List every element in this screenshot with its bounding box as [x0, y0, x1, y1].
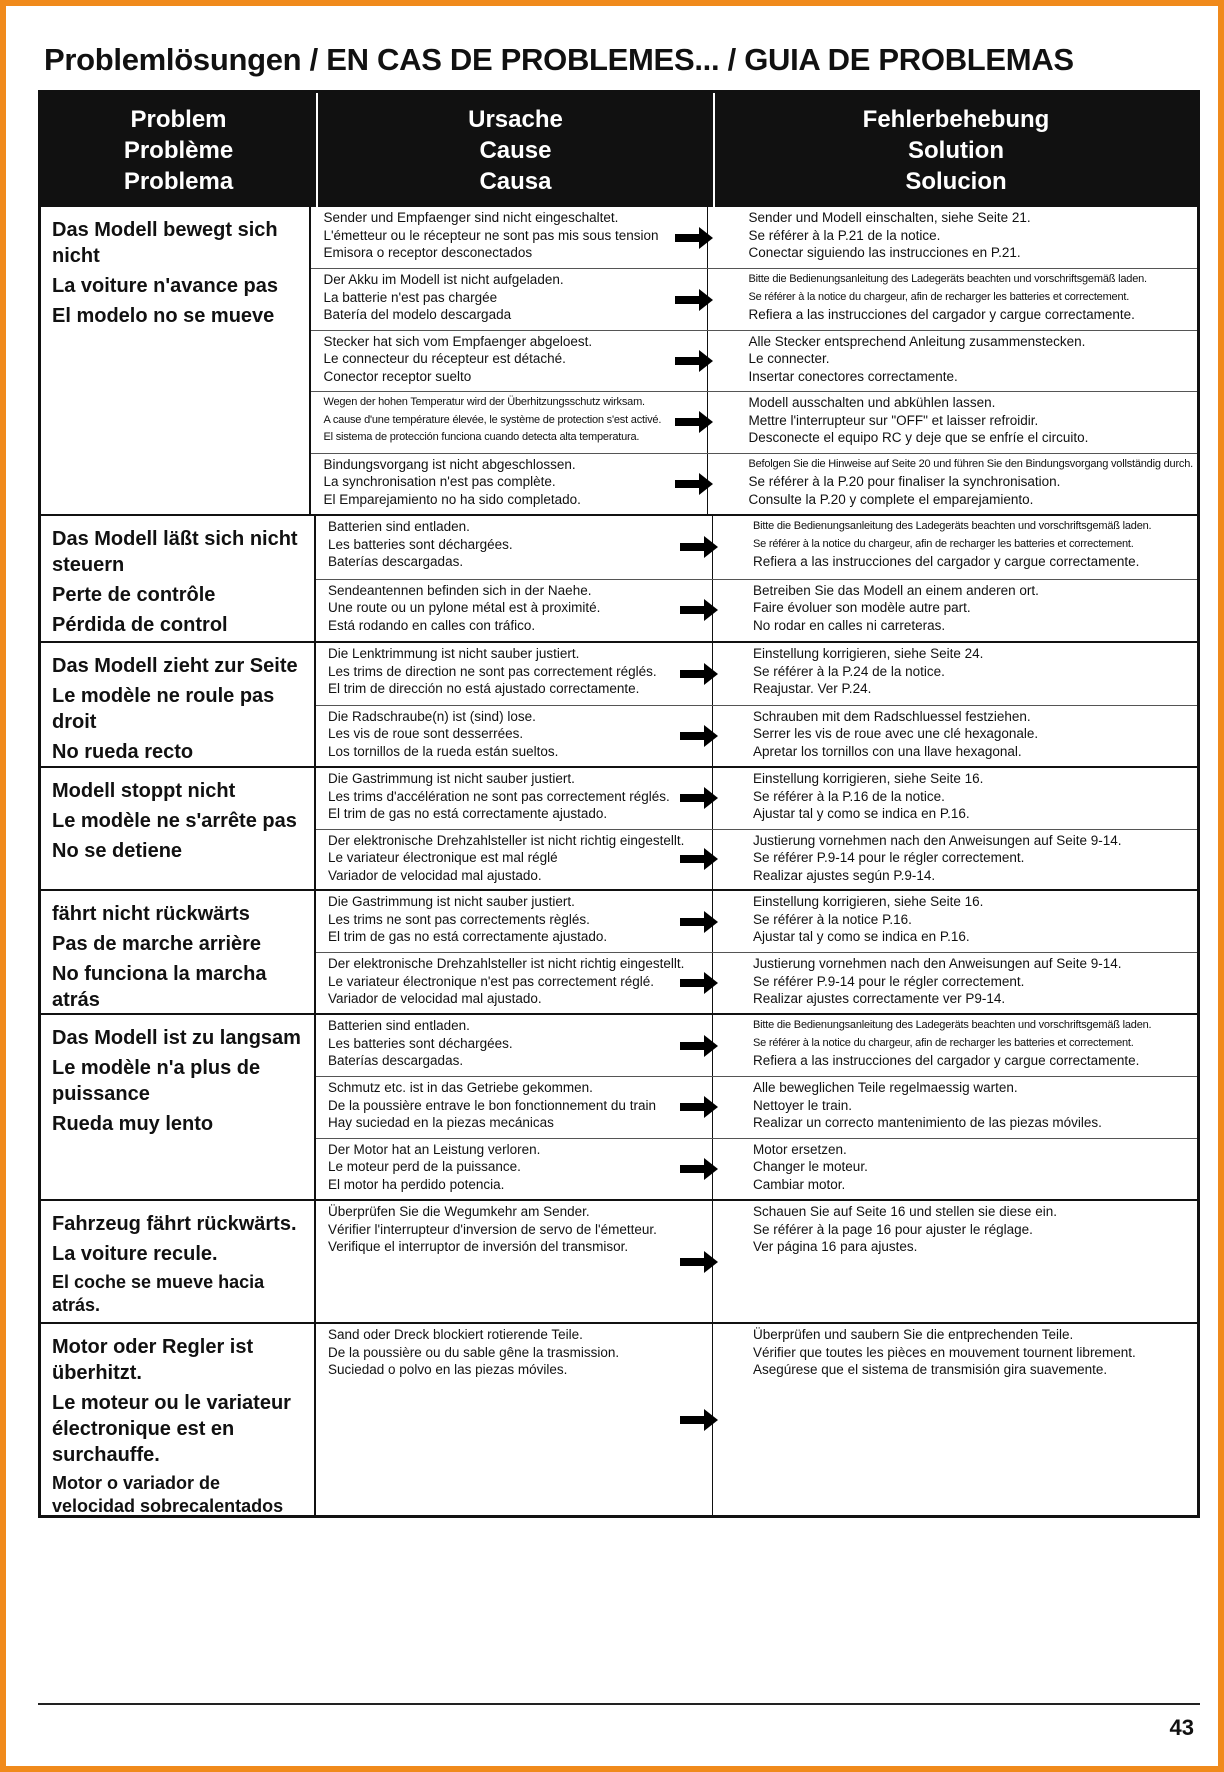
- header-cause: [318, 93, 715, 207]
- solution-text: Realizar un correcto mantenimiento de las piezas móviles.: [753, 1115, 1102, 1131]
- arrow-right-icon: [680, 1096, 718, 1118]
- solution-text: Faire évoluer son modèle autre part.: [753, 600, 971, 615]
- solution-cell: [713, 1201, 1197, 1322]
- problem-cell: [41, 1201, 316, 1322]
- cause-solution-rows: [311, 207, 1197, 514]
- arrow-right-icon: [675, 473, 713, 495]
- cause-solution-rows: [316, 768, 1197, 889]
- solution-text: Se référer à la P.24 de la notice.: [753, 663, 945, 679]
- cause-text: Schmutz etc. ist in das Getriebe gekommen.: [328, 1080, 593, 1096]
- problem-label: fährt nicht rückwärts: [52, 903, 250, 925]
- cause-text: Les vis de roue sont desserrées.: [328, 726, 524, 741]
- solution-cell: [713, 1324, 1197, 1515]
- solution-text: Refiera a las instrucciones del cargador y cargue correctamente.: [753, 554, 1140, 569]
- cause-text: Le variateur électronique n'est pas correctement réglé.: [328, 973, 655, 989]
- header-solution-de: Fehlerbehebung: [862, 105, 1050, 133]
- table-row: [316, 1324, 1197, 1515]
- table-row: [316, 516, 1197, 579]
- solution-text: Realizar ajustes correctamente ver P9-14.: [753, 991, 1006, 1006]
- cause-cell: [316, 891, 713, 952]
- cause-text: Vérifier l'interrupteur d'inversion de servo de l'émetteur.: [328, 1221, 657, 1237]
- problem-label: El coche se mueve hacia atrás.: [52, 1272, 265, 1315]
- cause-solution-rows: [316, 891, 1197, 1013]
- cause-cell: [316, 953, 713, 1013]
- cause-text: Une route ou un pylone métal est à proximité.: [328, 600, 601, 615]
- table-body: [41, 207, 1197, 1515]
- problem-cell: [41, 891, 316, 1013]
- cause-cell: [316, 1201, 713, 1322]
- cause-text: Está rodando en calles con tráfico.: [328, 617, 536, 633]
- solution-text: Consulte la P.20 y complete el emparejamiento.: [748, 491, 1034, 507]
- cause-text: Hay suciedad en la piezas mecánicas: [328, 1115, 554, 1131]
- cause-cell: [311, 454, 708, 514]
- cause-solution-rows: [316, 516, 1197, 641]
- cause-text: Bindungsvorgang ist nicht abgeschlossen.: [323, 456, 576, 472]
- header-solution-es: Solucion: [905, 167, 1007, 195]
- problem-cell: [41, 516, 316, 641]
- solution-text: Apretar los tornillos con una llave hexagonal.: [753, 743, 1022, 759]
- problem-label: No rueda recto: [52, 741, 194, 763]
- solution-text: Bitte die Bedienungsanleitung des Ladegeräts beachten und vorschriftsgemäß laden.: [753, 1019, 1152, 1031]
- problem-label: Le modèle ne s'arrête pas: [52, 810, 297, 832]
- problem-cell: [41, 643, 316, 766]
- cause-text: Der elektronische Drehzahlsteller ist nicht richtig eingestellt.: [328, 956, 685, 971]
- cause-text: Stecker hat sich vom Empfaenger abgeloest.: [323, 333, 593, 349]
- cause-cell: [316, 830, 713, 890]
- cause-text: El Emparejamiento no ha sido completado.: [323, 491, 581, 507]
- solution-text: Alle Stecker entsprechend Anleitung zusammenstecken.: [748, 333, 1086, 349]
- solution-cell: [713, 706, 1197, 767]
- cause-text: El motor ha perdido potencia.: [328, 1176, 505, 1192]
- problem-label: Das Modell ist zu langsam: [52, 1027, 301, 1049]
- cause-cell: [316, 1015, 713, 1076]
- solution-text: Le connecter.: [748, 351, 830, 367]
- table-row: [316, 952, 1197, 1013]
- arrow-right-icon: [680, 787, 718, 809]
- table-row: [311, 453, 1197, 514]
- cause-solution-rows: [316, 1324, 1197, 1515]
- problem-group: [41, 889, 1197, 1013]
- solution-text: Se référer à la P.20 pour finaliser la synchronisation.: [748, 474, 1061, 490]
- header-solution-fr: Solution: [908, 136, 1004, 164]
- table-row: [311, 330, 1197, 391]
- solution-text: Vérifier que toutes les pièces en mouvement tournent librement.: [753, 1344, 1136, 1360]
- solution-text: Conectar siguiendo las instrucciones en P.21.: [748, 245, 1021, 260]
- solution-cell: [713, 830, 1197, 890]
- solution-cell: [708, 392, 1197, 452]
- cause-text: Le variateur électronique est mal réglé: [328, 850, 558, 865]
- solution-text: Se référer à la P.16 de la notice.: [753, 788, 945, 804]
- cause-text: Sender und Empfaenger sind nicht eingeschaltet.: [323, 210, 619, 225]
- problem-label: La voiture recule.: [52, 1243, 218, 1265]
- cause-cell: [311, 392, 708, 452]
- solution-cell: [713, 1139, 1197, 1199]
- table-row: [316, 1015, 1197, 1076]
- header-problem-de: Problem: [130, 105, 227, 133]
- cause-text: La synchronisation n'est pas complète.: [323, 474, 556, 490]
- solution-text: Asegúrese que el sistema de transmisión gira suavemente.: [753, 1362, 1108, 1377]
- header-cause-de: Ursache: [468, 105, 563, 133]
- arrow-right-icon: [680, 848, 718, 870]
- solution-text: Cambiar motor.: [753, 1176, 846, 1192]
- cause-text: Sendeantennen befinden sich in der Naehe.: [328, 582, 592, 598]
- table-header: [41, 93, 1197, 207]
- solution-text: Reajustar. Ver P.24.: [753, 681, 872, 696]
- cause-text: El trim de gas no está correctamente ajustado.: [328, 929, 608, 944]
- cause-cell: [311, 269, 708, 329]
- solution-text: Se référer à la notice du chargeur, afin de recharger les batteries et correctement.: [748, 290, 1130, 303]
- problem-label: Motor o variador de velocidad sobrecalentados: [52, 1473, 284, 1516]
- problem-label: Perte de contrôle: [52, 584, 216, 606]
- cause-text: Baterías descargadas.: [328, 554, 464, 569]
- cause-text: La batterie n'est pas chargée: [323, 289, 498, 305]
- arrow-right-icon: [680, 1158, 718, 1180]
- header-problem-fr: Problème: [123, 136, 234, 164]
- cause-text: Emisora o receptor desconectados: [323, 245, 533, 260]
- cause-text: El trim de dirección no está ajustado correctamente.: [328, 681, 640, 696]
- solution-text: Bitte die Bedienungsanleitung des Ladegeräts beachten und vorschriftsgemäß laden.: [753, 520, 1152, 532]
- cause-text: Verifique el interruptor de inversión del transmisor.: [328, 1239, 629, 1254]
- solution-text: Einstellung korrigieren, siehe Seite 24.: [753, 646, 984, 661]
- table-row: [316, 829, 1197, 890]
- arrow-right-icon: [675, 350, 713, 372]
- header-problem: [41, 93, 318, 207]
- solution-text: Bitte die Bedienungsanleitung des Ladegeräts beachten und vorschriftsgemäß laden.: [748, 273, 1147, 286]
- cause-text: Überprüfen Sie die Wegumkehr am Sender.: [328, 1204, 590, 1219]
- problem-group: [41, 1013, 1197, 1199]
- cause-text: Batería del modelo descargada: [323, 307, 512, 323]
- cause-text: Baterías descargadas.: [328, 1053, 464, 1068]
- cause-text: Der elektronische Drehzahlsteller ist nicht richtig eingestellt.: [328, 832, 685, 848]
- problem-label: Pas de marche arrière: [52, 933, 262, 955]
- arrow-right-icon: [680, 1035, 718, 1057]
- cause-text: Les batteries sont déchargées.: [328, 1035, 513, 1051]
- solution-text: Schrauben mit dem Radschluessel festziehen.: [753, 708, 1031, 724]
- solution-text: Se référer P.9-14 pour le régler correctement.: [753, 973, 1025, 989]
- header-solution: [715, 93, 1197, 207]
- solution-text: Nettoyer le train.: [753, 1097, 853, 1113]
- cause-text: Wegen der hohen Temperatur wird der Überhitzungsschutz wirksam.: [323, 396, 645, 409]
- problem-cell: [41, 1324, 316, 1515]
- cause-text: Les trims d'accélération ne sont pas correctement réglés.: [328, 788, 670, 804]
- solution-text: Betreiben Sie das Modell an einem anderen ort.: [753, 582, 1039, 598]
- solution-text: Justierung vornehmen nach den Anweisungen auf Seite 9-14.: [753, 956, 1122, 971]
- solution-text: Realizar ajustes según P.9-14.: [753, 867, 936, 883]
- problem-group: [41, 641, 1197, 766]
- solution-text: Alle beweglichen Teile regelmaessig warten.: [753, 1080, 1018, 1096]
- cause-cell: [316, 1077, 713, 1137]
- solution-cell: [713, 516, 1197, 579]
- table-row: [311, 391, 1197, 452]
- cause-text: Les batteries sont déchargées.: [328, 536, 513, 552]
- cause-text: Sand oder Dreck blockiert rotierende Teile.: [328, 1327, 583, 1342]
- arrow-right-icon: [675, 289, 713, 311]
- problem-label: Das Modell bewegt sich nicht: [52, 219, 278, 267]
- problem-label: Le modèle n'a plus de puissance: [52, 1057, 261, 1105]
- solution-text: Se référer à la notice du chargeur, afin de recharger les batteries et correctement.: [753, 1036, 1134, 1049]
- arrow-right-icon: [680, 663, 718, 685]
- page-number: 43: [1169, 1715, 1194, 1740]
- cause-text: Le connecteur du récepteur est détaché.: [323, 351, 566, 367]
- solution-cell: [713, 1015, 1197, 1076]
- cause-text: Die Radschraube(n) ist (sind) lose.: [328, 708, 536, 724]
- table-row: [316, 891, 1197, 952]
- cause-text: Conector receptor suelto: [323, 368, 472, 384]
- arrow-right-icon: [680, 599, 718, 621]
- problem-label: No se detiene: [52, 840, 183, 862]
- arrow-right-icon: [680, 536, 718, 558]
- cause-text: De la poussière ou du sable gêne la trasmission.: [328, 1344, 620, 1360]
- solution-cell: [713, 580, 1197, 642]
- cause-text: A cause d'une température élevée, le système de protection s'est activé.: [323, 413, 662, 426]
- arrow-right-icon: [675, 227, 713, 249]
- table-row: [316, 1201, 1197, 1322]
- arrow-right-icon: [680, 911, 718, 933]
- solution-text: Einstellung korrigieren, siehe Seite 16.: [753, 894, 984, 909]
- problem-label: Pérdida de control: [52, 614, 228, 636]
- solution-text: Justierung vornehmen nach den Anweisungen auf Seite 9-14.: [753, 832, 1122, 848]
- page-title: Problemlösungen / EN CAS DE PROBLEMES... / GUIA DE PROBLEMAS: [44, 42, 1074, 77]
- solution-cell: [708, 331, 1197, 391]
- solution-text: Sender und Modell einschalten, siehe Seite 21.: [748, 210, 1031, 225]
- solution-text: Ajustar tal y como se indica en P.16.: [753, 929, 970, 944]
- problem-label: Das Modell zieht zur Seite: [52, 655, 298, 677]
- table-row: [316, 768, 1197, 829]
- solution-text: Se référer P.9-14 pour le régler correctement.: [753, 850, 1025, 865]
- solution-text: No rodar en calles ni carreteras.: [753, 617, 946, 633]
- solution-cell: [708, 269, 1197, 329]
- cause-text: El sistema de protección funciona cuando detecta alta temperatura.: [323, 431, 640, 444]
- solution-cell: [713, 953, 1197, 1013]
- solution-text: Ajustar tal y como se indica en P.16.: [753, 806, 970, 821]
- problem-label: Fahrzeug fährt rückwärts.: [52, 1213, 297, 1235]
- cause-cell: [311, 207, 708, 268]
- cause-text: Les trims de direction ne sont pas correctement réglés.: [328, 663, 657, 679]
- solution-cell: [713, 891, 1197, 952]
- footer-divider: [38, 1703, 1200, 1705]
- solution-text: Desconecte el equipo RC y deje que se enfríe el circuito.: [748, 430, 1089, 446]
- cause-text: Batterien sind entladen.: [328, 519, 470, 534]
- problem-label: La voiture n'avance pas: [52, 275, 278, 297]
- cause-cell: [316, 643, 713, 705]
- table-row: [316, 1138, 1197, 1199]
- arrow-right-icon: [680, 1409, 718, 1431]
- table-row: [316, 705, 1197, 767]
- cause-text: Los tornillos de la rueda están sueltos.: [328, 743, 559, 759]
- cause-text: Les trims ne sont pas correctements règlés.: [328, 911, 590, 927]
- cause-cell: [311, 331, 708, 391]
- solution-text: Motor ersetzen.: [753, 1141, 847, 1157]
- problem-label: El modelo no se mueve: [52, 305, 275, 327]
- arrow-right-icon: [680, 972, 718, 994]
- cause-text: Die Lenktrimmung ist nicht sauber justiert.: [328, 646, 580, 661]
- cause-text: Die Gastrimmung ist nicht sauber justiert.: [328, 771, 575, 786]
- problem-cell: [41, 768, 316, 889]
- cause-text: Suciedad o polvo en las piezas móviles.: [328, 1362, 568, 1377]
- solution-text: Insertar conectores correctamente.: [748, 368, 958, 384]
- solution-text: Changer le moteur.: [753, 1159, 868, 1175]
- problem-group: [41, 1322, 1197, 1515]
- solution-text: Se référer à la page 16 pour ajuster le réglage.: [753, 1221, 1033, 1237]
- table-row: [311, 207, 1197, 268]
- solution-text: Se référer à la notice P.16.: [753, 911, 912, 927]
- solution-text: Se référer à la P.21 de la notice.: [748, 227, 941, 243]
- solution-cell: [708, 207, 1197, 268]
- solution-text: Schauen Sie auf Seite 16 und stellen sie diese ein.: [753, 1204, 1057, 1219]
- cause-cell: [316, 580, 713, 642]
- solution-cell: [713, 643, 1197, 705]
- problem-group: [41, 207, 1197, 514]
- problem-label: Das Modell läßt sich nicht steuern: [52, 528, 298, 576]
- solution-text: Serrer les vis de roue avec une clé hexagonale.: [753, 726, 1039, 741]
- cause-text: El trim de gas no está correctamente ajustado.: [328, 806, 608, 821]
- cause-text: Le moteur perd de la puissance.: [328, 1159, 521, 1175]
- arrow-right-icon: [680, 1251, 718, 1273]
- problem-cell: [41, 1015, 316, 1199]
- cause-text: L'émetteur ou le récepteur ne sont pas mis sous tension: [323, 227, 659, 243]
- cause-solution-rows: [316, 643, 1197, 766]
- arrow-right-icon: [680, 725, 718, 747]
- solution-cell: [708, 454, 1197, 514]
- table-row: [311, 268, 1197, 329]
- problem-label: Rueda muy lento: [52, 1113, 214, 1135]
- solution-text: Ver página 16 para ajustes.: [753, 1239, 918, 1254]
- header-cause-es: Causa: [479, 167, 552, 195]
- cause-text: Der Motor hat an Leistung verloren.: [328, 1141, 541, 1157]
- cause-text: Variador de velocidad mal ajustado.: [328, 867, 542, 883]
- problem-group: [41, 766, 1197, 889]
- problem-cell: [41, 207, 311, 514]
- table-row: [316, 643, 1197, 705]
- cause-cell: [316, 516, 713, 579]
- problem-label: No funciona la marcha atrás: [52, 963, 267, 1011]
- solution-text: Mettre l'interrupteur sur "OFF" et laisser refroidir.: [748, 412, 1039, 428]
- cause-text: De la poussière entrave le bon fonctionnement du train: [328, 1097, 656, 1113]
- solution-text: Modell ausschalten und abkühlen lassen.: [748, 395, 996, 411]
- solution-text: Se référer à la notice du chargeur, afin de recharger les batteries et correctement.: [753, 537, 1134, 550]
- cause-cell: [316, 706, 713, 767]
- solution-text: Refiera a las instrucciones del cargador y cargue correctamente.: [753, 1053, 1140, 1068]
- solution-text: Refiera a las instrucciones del cargador y cargue correctamente.: [748, 307, 1135, 323]
- cause-text: Der Akku im Modell ist nicht aufgeladen.: [323, 272, 564, 288]
- problem-label: Le modèle ne roule pas droit: [52, 685, 275, 733]
- header-problem-es: Problema: [123, 167, 234, 195]
- problem-label: Le moteur ou le variateur électronique est en surchauffe.: [52, 1392, 291, 1466]
- cause-cell: [316, 768, 713, 829]
- problem-group: [41, 1199, 1197, 1322]
- solution-cell: [713, 768, 1197, 829]
- arrow-right-icon: [675, 411, 713, 433]
- table-row: [316, 579, 1197, 642]
- solution-text: Einstellung korrigieren, siehe Seite 16.: [753, 771, 984, 786]
- cause-cell: [316, 1139, 713, 1199]
- cause-text: Variador de velocidad mal ajustado.: [328, 991, 542, 1006]
- solution-text: Überprüfen und saubern Sie die entprechenden Teile.: [753, 1327, 1074, 1342]
- cause-text: Batterien sind entladen.: [328, 1018, 470, 1033]
- troubleshooting-table: [38, 90, 1200, 1518]
- solution-cell: [713, 1077, 1197, 1137]
- solution-text: Befolgen Sie die Hinweise auf Seite 20 und führen Sie den Bindungsvorgang vollständig durch.: [748, 457, 1193, 470]
- problem-label: Motor oder Regler ist überhitzt.: [52, 1336, 254, 1384]
- cause-text: Die Gastrimmung ist nicht sauber justiert.: [328, 894, 575, 909]
- table-row: [316, 1076, 1197, 1137]
- header-cause-fr: Cause: [479, 136, 552, 164]
- problem-group: [41, 514, 1197, 641]
- cause-solution-rows: [316, 1201, 1197, 1322]
- cause-solution-rows: [316, 1015, 1197, 1199]
- problem-label: Modell stoppt nicht: [52, 780, 236, 802]
- cause-cell: [316, 1324, 713, 1515]
